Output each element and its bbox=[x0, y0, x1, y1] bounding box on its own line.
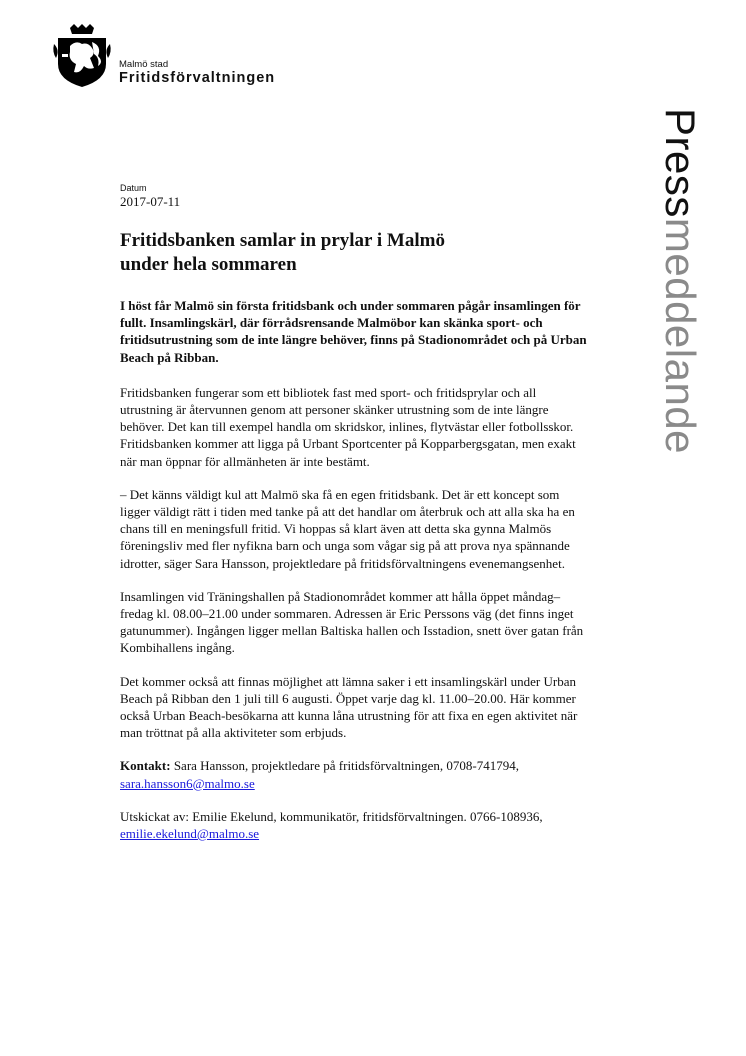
body-paragraph: Fritidsbanken fungerar som ett bibliotek fast med sport- och fritidsprylar och all utrustning är återvunnen genom att personer skänker utrustning som de inte längre behöver. Det kan till exempel handla om skridskor, inlines, flytvästar eller fotbollsskor. Fritidsbanken kommer att ligga på Urbant Sportcenter på Kopparbergsgatan, men exakt när man öppnar för allmänheten är inte bestämt. bbox=[120, 384, 576, 469]
date-label: Datum bbox=[120, 183, 147, 193]
date-value: 2017-07-11 bbox=[120, 194, 181, 209]
contact-email-link[interactable]: sara.hansson6@malmo.se bbox=[120, 775, 255, 791]
sender-paragraph bbox=[120, 808, 590, 842]
lead-paragraph: I höst får Malmö sin första fritidsbank och under sommaren pågår insamlingen för fullt. Insamlingskärl, där förrådsrensande Malmöbor kan skänka sport- och fritidsutrustning som de inte längre behöver, finns på Stadionområdet och på Urban Beach på Ribban. bbox=[120, 298, 587, 365]
body-paragraph: – Det känns väldigt kul att Malmö ska få en egen fritidsbank. Det är ett koncept som ligger väldigt rätt i tiden med tanke på att det handlar om återbruk och att alla ska ha en chans till en meningsfull fritid. Vi hoppas så klart även att detta ska gynna Malmös föreningsliv med fler nyfikna barn och unga som vågar sig på att prova nya spännande idrotter, säger Sara Hansson, projektledare på fritidsförvaltningens evenemangsenhet. bbox=[120, 486, 575, 571]
headline bbox=[120, 229, 540, 277]
contact-label: Kontakt: bbox=[120, 758, 171, 774]
vertical-title-part1: Press bbox=[657, 108, 704, 218]
sender-text: Utskickat av: Emilie Ekelund, kommunikatör, fritidsförvaltningen. 0766-108936, bbox=[120, 808, 543, 824]
headline-line-1: Fritidsbanken samlar in prylar i Malmö bbox=[120, 230, 445, 251]
vertical-title-part2: meddelande bbox=[657, 217, 704, 455]
org-name-department: Fritidsförvaltningen bbox=[119, 70, 276, 86]
press-release-vertical-title bbox=[656, 108, 704, 454]
sender-email-link[interactable]: emilie.ekelund@malmo.se bbox=[120, 826, 260, 842]
body-paragraph: Det kommer också att finnas möjlighet att lämna saker i ett insamlingskärl under Urban Beach på Ribban den 1 juli till 6 augusti. Öppet varje dag kl. 11.00–20.00. Här kommer också Urban Beach-besökarna att kunna låna utrustning för att fixa en egen aktivitet när man tröttnat på alla aktiviteter som erbjuds. bbox=[120, 673, 578, 741]
press-release-body bbox=[120, 183, 590, 858]
malmo-griffin-crest-icon bbox=[52, 24, 112, 88]
contact-paragraph bbox=[120, 757, 590, 791]
org-name-small: Malmö stad bbox=[119, 59, 169, 70]
contact-text: Sara Hansson, projektledare på fritidsförvaltningen, 0708-741794, bbox=[170, 758, 519, 774]
body-paragraph: Insamlingen vid Träningshallen på Stadionområdet kommer att hålla öppet måndag–fredag kl. 08.00–21.00 under sommaren. Adressen är Eric Perssons väg (det finns inget gatunummer). Ingången ligger mellan Baltiska hallen och Isstadion, snett över gatan från Kombihallens ingång. bbox=[120, 588, 584, 656]
headline-line-2: under hela sommaren bbox=[120, 254, 297, 275]
